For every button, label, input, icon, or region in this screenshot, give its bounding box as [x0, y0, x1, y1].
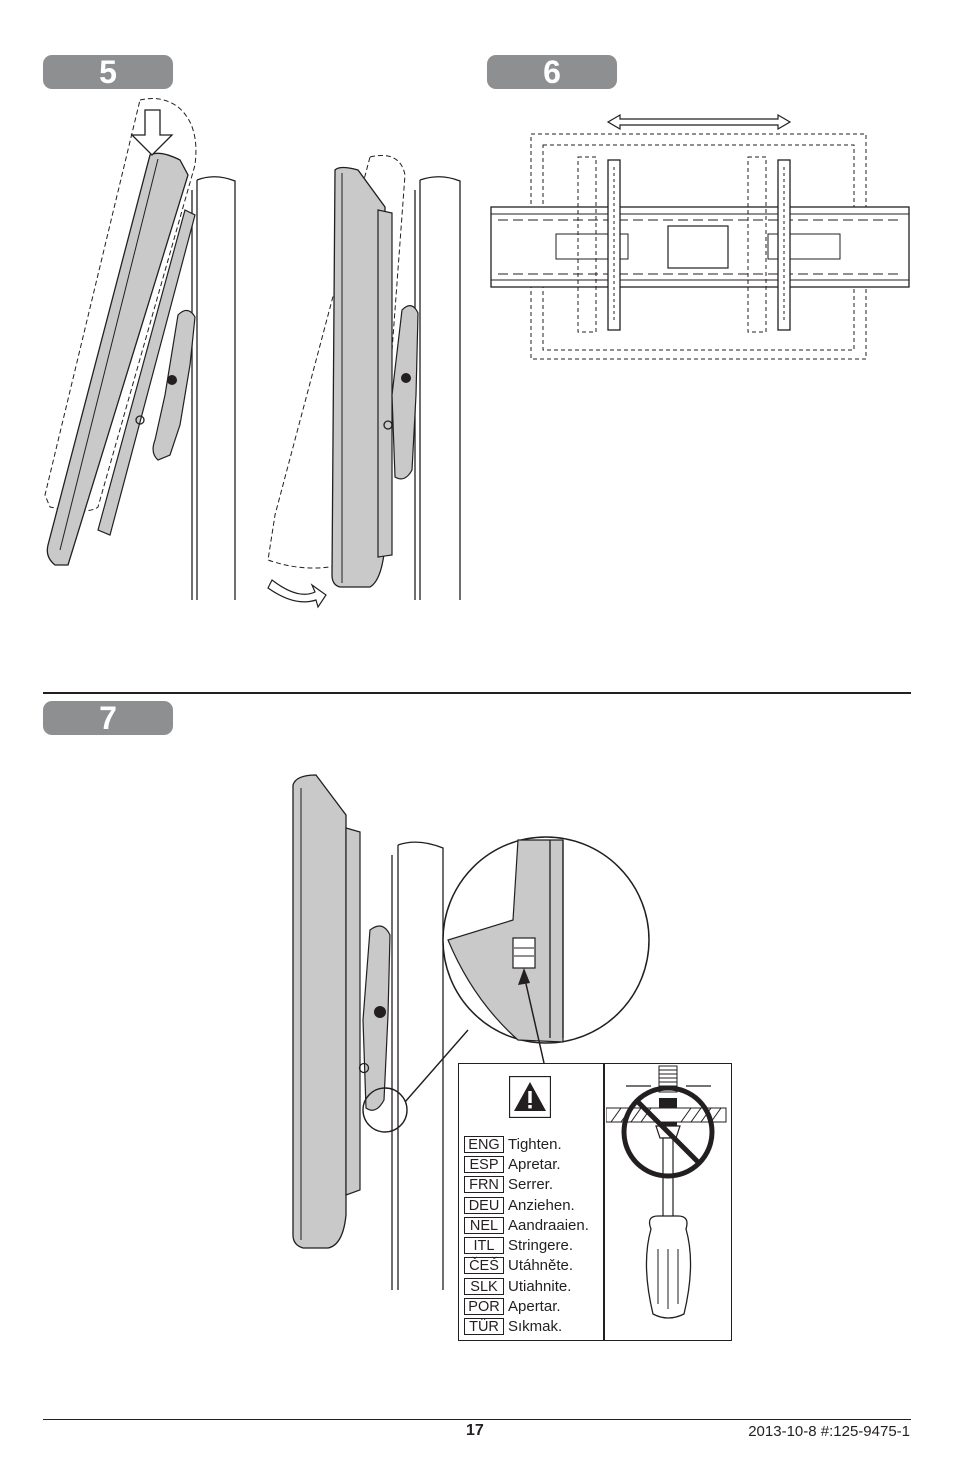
language-row-eng	[464, 1134, 604, 1154]
language-code: ITL	[464, 1237, 504, 1254]
language-code: ENG	[464, 1136, 504, 1153]
down-arrow-icon	[132, 110, 172, 155]
double-arrow-icon	[608, 115, 790, 129]
language-row-ces	[464, 1256, 604, 1276]
language-text: Utiahnite.	[508, 1277, 572, 1295]
language-text: Apretar.	[508, 1155, 561, 1173]
language-code: SLK	[464, 1278, 504, 1295]
language-text: Anziehen.	[508, 1196, 575, 1214]
step-5-label: 5	[43, 55, 173, 89]
footer-divider	[43, 1419, 911, 1420]
language-text: Stringere.	[508, 1237, 574, 1255]
language-text: Serrer.	[508, 1176, 554, 1194]
language-row-por	[464, 1296, 604, 1316]
language-text: Aandraaien.	[508, 1216, 589, 1234]
language-code: FRN	[464, 1176, 504, 1193]
language-code: ČEŠ	[464, 1257, 504, 1274]
language-text: Apertar.	[508, 1298, 561, 1316]
screwdriver-icon	[646, 1126, 690, 1318]
step-6-label: 6	[487, 55, 617, 89]
language-code: POR	[464, 1298, 504, 1315]
no-overtighten-icon	[606, 1064, 731, 1339]
language-code: ESP	[464, 1156, 504, 1173]
language-row-deu	[464, 1195, 604, 1215]
panel-divider	[603, 1064, 605, 1340]
step-7-label: 7	[43, 701, 173, 735]
language-row-slk	[464, 1276, 604, 1296]
language-code: DEU	[464, 1197, 504, 1214]
language-text: Tighten.	[508, 1135, 562, 1153]
step-5-illustration	[40, 95, 480, 610]
language-code: TÜR	[464, 1318, 504, 1335]
page-number: 17	[466, 1422, 484, 1439]
language-list	[464, 1134, 604, 1337]
section-divider	[43, 692, 911, 694]
language-row-frn	[464, 1175, 604, 1195]
step-6-illustration	[488, 112, 912, 362]
tighten-warning-panel	[458, 1063, 732, 1341]
document-reference: 2013-10-8 #:125-9475-1	[748, 1423, 910, 1440]
rotate-arrow-icon	[268, 580, 326, 607]
warning-triangle-icon	[509, 1076, 551, 1118]
language-row-esp	[464, 1154, 604, 1174]
language-code: NEL	[464, 1217, 504, 1234]
language-row-nel	[464, 1215, 604, 1235]
language-row-itl	[464, 1235, 604, 1255]
language-text: Utáhněte.	[508, 1257, 574, 1275]
language-text: Sıkmak.	[508, 1318, 563, 1336]
language-row-tur	[464, 1317, 604, 1337]
